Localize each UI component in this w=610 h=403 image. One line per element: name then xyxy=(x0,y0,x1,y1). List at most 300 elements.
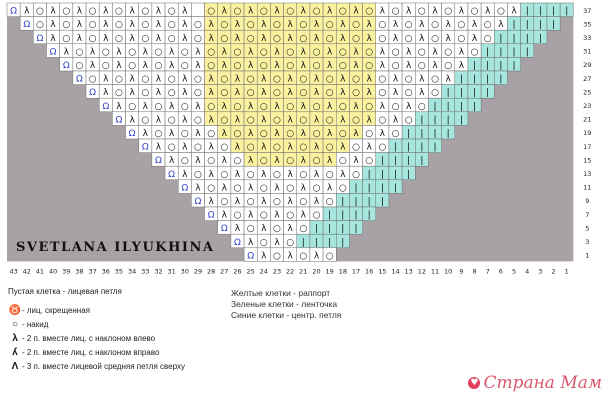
chart-symbol: ○ xyxy=(220,197,229,208)
chart-symbol: λ xyxy=(129,115,135,126)
chart-symbol: Ω xyxy=(220,224,228,235)
chart-symbol: ○ xyxy=(299,88,308,99)
chart-symbol: | xyxy=(473,101,477,112)
chart-symbol: ○ xyxy=(36,6,44,17)
chart-symbol: ○ xyxy=(259,237,268,248)
chart-symbol: ○ xyxy=(207,6,216,17)
chart-symbol: | xyxy=(328,210,332,221)
chart-symbol: | xyxy=(380,156,384,167)
chart-symbol: ○ xyxy=(88,33,97,44)
chart-symbol: λ xyxy=(221,101,227,112)
chart-symbol: | xyxy=(354,197,358,208)
chart-symbol: | xyxy=(433,142,437,153)
chart-symbol: λ xyxy=(313,20,320,31)
chart-symbol: λ xyxy=(471,20,478,31)
chart-symbol: Ω xyxy=(181,183,189,194)
chart-symbol: λ xyxy=(168,61,175,72)
column-number: 23 xyxy=(272,267,282,276)
chart-symbol: λ xyxy=(287,88,293,99)
chart-symbol: λ xyxy=(195,47,201,58)
chart-symbol: ○ xyxy=(167,74,176,85)
chart-symbol: λ xyxy=(261,33,267,44)
chart-symbol: λ xyxy=(103,6,109,17)
chart-symbol: λ xyxy=(326,129,333,140)
column-number: 34 xyxy=(127,267,137,276)
chart-symbol: ○ xyxy=(444,6,453,17)
chart-symbol: λ xyxy=(274,47,280,58)
chart-symbol: λ xyxy=(76,6,83,17)
chart-symbol: Ω xyxy=(89,88,97,99)
chart-symbol: | xyxy=(486,88,490,99)
chart-symbol: ○ xyxy=(483,20,492,31)
chart-symbol: ○ xyxy=(299,142,308,153)
chart-symbol: ○ xyxy=(352,20,360,31)
chart-symbol: λ xyxy=(50,6,56,17)
chart-symbol: ○ xyxy=(312,183,321,194)
chart-symbol: λ xyxy=(340,115,346,126)
chart-symbol: λ xyxy=(89,61,96,72)
column-number: 26 xyxy=(233,267,242,276)
chart-symbol: λ xyxy=(300,61,306,72)
chart-symbol: λ xyxy=(208,115,214,126)
k2tog-left-icon: λ xyxy=(12,333,18,344)
chart-symbol: | xyxy=(393,142,398,153)
chart-symbol: ○ xyxy=(338,6,347,17)
chart-symbol: λ xyxy=(155,20,162,31)
chart-symbol: ○ xyxy=(220,20,229,31)
chart-symbol: | xyxy=(341,224,345,235)
chart-symbol: ○ xyxy=(444,47,453,58)
chart-symbol: ○ xyxy=(233,210,242,221)
column-number: 38 xyxy=(75,267,84,276)
chart-symbol: ○ xyxy=(246,197,255,208)
chart-symbol: λ xyxy=(353,129,359,140)
legend-k2tog-right-row xyxy=(8,347,159,358)
legend-empty-row xyxy=(8,287,122,296)
chart-symbol: ○ xyxy=(194,115,202,126)
chart-symbol: ○ xyxy=(378,33,387,44)
chart-symbol: ○ xyxy=(128,61,137,72)
chart-symbol: λ xyxy=(366,88,372,99)
chart-symbol: | xyxy=(380,169,384,180)
chart-symbol: λ xyxy=(103,74,109,85)
chart-symbol: ○ xyxy=(207,129,216,140)
chart-symbol: λ xyxy=(168,129,175,140)
chart-symbol: | xyxy=(525,20,529,31)
column-number: 27 xyxy=(220,267,229,276)
chart-symbol: λ xyxy=(366,115,372,126)
chart-symbol: λ xyxy=(340,88,346,99)
row-number: 11 xyxy=(583,183,592,192)
chart-symbol: ○ xyxy=(62,33,71,44)
chart-symbol: ○ xyxy=(154,101,163,112)
column-number: 31 xyxy=(167,267,176,276)
chart-symbol: ○ xyxy=(352,88,360,99)
chart-symbol: λ xyxy=(234,169,241,180)
column-number: 9 xyxy=(459,267,464,276)
chart-symbol: λ xyxy=(326,156,333,167)
row-number: 37 xyxy=(583,6,592,15)
chart-symbol: ○ xyxy=(417,61,426,72)
chart-symbol: | xyxy=(459,74,463,85)
chart-symbol: ○ xyxy=(233,129,242,140)
chart-symbol: ○ xyxy=(286,6,295,17)
chart-symbol: ○ xyxy=(273,88,281,99)
chart-symbol: λ xyxy=(406,47,412,58)
chart-symbol: ○ xyxy=(325,251,334,262)
chart-symbol: λ xyxy=(313,115,320,126)
chart-symbol: ○ xyxy=(180,61,189,72)
chart-symbol: ○ xyxy=(470,6,479,17)
k2tog-right-icon: λ xyxy=(12,347,18,358)
column-number: 42 xyxy=(22,267,31,276)
chart-symbol: λ xyxy=(116,61,122,72)
chart-symbol: ○ xyxy=(299,197,308,208)
row-number: 3 xyxy=(585,237,590,246)
chart-symbol: Ω xyxy=(128,129,136,140)
row-number: 15 xyxy=(583,156,592,165)
chart-symbol: ○ xyxy=(299,74,308,85)
chart-symbol: ○ xyxy=(483,33,492,44)
chart-symbol: ○ xyxy=(365,129,374,140)
column-number: 43 xyxy=(9,267,18,276)
chart-symbol: ○ xyxy=(286,129,295,140)
chart-symbol: | xyxy=(433,129,437,140)
chart-symbol: ○ xyxy=(207,156,216,167)
chart-symbol: ○ xyxy=(36,20,44,31)
chart-symbol: ○ xyxy=(167,88,176,99)
chart-symbol: ○ xyxy=(194,142,202,153)
chart-symbol: | xyxy=(314,237,319,248)
chart-symbol: ○ xyxy=(273,20,281,31)
chart-symbol: Ω xyxy=(102,101,110,112)
column-number: 35 xyxy=(114,267,124,276)
chart-symbol: λ xyxy=(274,183,280,194)
chart-symbol: λ xyxy=(300,210,306,221)
chart-symbol: ○ xyxy=(431,74,439,85)
chart-symbol: λ xyxy=(142,129,148,140)
chart-symbol: | xyxy=(354,210,358,221)
legend xyxy=(8,287,228,397)
chart-symbol: ○ xyxy=(338,47,347,58)
chart-symbol: ○ xyxy=(194,33,202,44)
chart-symbol: ○ xyxy=(154,47,163,58)
chart-symbol: λ xyxy=(392,20,399,31)
chart-symbol: ○ xyxy=(325,169,334,180)
chart-symbol: λ xyxy=(379,61,386,72)
chart-symbol: ○ xyxy=(194,74,202,85)
chart-symbol: ○ xyxy=(246,142,255,153)
chart-symbol: λ xyxy=(247,129,254,140)
chart-symbol: ○ xyxy=(154,61,163,72)
chart-symbol: | xyxy=(525,33,529,44)
chart-symbol: λ xyxy=(234,224,241,235)
chart-symbol: ○ xyxy=(75,61,84,72)
chart-symbol: ○ xyxy=(352,169,360,180)
chart-symbol: ○ xyxy=(101,61,110,72)
chart-symbol: λ xyxy=(313,197,320,208)
column-number: 11 xyxy=(430,267,440,276)
chart-symbol: ○ xyxy=(154,129,163,140)
column-number: 13 xyxy=(404,267,413,276)
chart-symbol: ○ xyxy=(259,61,268,72)
chart-symbol: | xyxy=(367,210,371,221)
chart-symbol: ○ xyxy=(365,6,374,17)
chart-symbol: | xyxy=(433,115,437,126)
chart-symbol: λ xyxy=(300,6,306,17)
chart-symbol: ○ xyxy=(404,20,413,31)
chart-symbol: λ xyxy=(353,6,359,17)
chart-symbol: λ xyxy=(471,33,478,44)
chart-symbol: λ xyxy=(129,88,135,99)
chart-symbol: | xyxy=(354,183,358,194)
chart-symbol: Ω xyxy=(155,156,162,167)
chart-symbol: λ xyxy=(221,156,227,167)
row-number: 25 xyxy=(583,88,592,97)
chart-symbol: ○ xyxy=(273,251,281,262)
chart-symbol: | xyxy=(354,224,358,235)
chart-symbol: ○ xyxy=(246,224,255,235)
column-number: 4 xyxy=(525,267,530,276)
chart-symbol: ○ xyxy=(128,101,137,112)
row-number: 23 xyxy=(583,101,592,110)
chart-symbol: ○ xyxy=(312,210,321,221)
chart-symbol: λ xyxy=(221,129,227,140)
chart-symbol: λ xyxy=(208,142,214,153)
chart-symbol: λ xyxy=(221,183,227,194)
chart-symbol: λ xyxy=(379,101,386,112)
chart-symbol: ○ xyxy=(88,74,97,85)
chart-symbol: Ω xyxy=(62,61,70,72)
chart-symbol: | xyxy=(341,237,345,248)
chart-symbol: ○ xyxy=(207,47,216,58)
row-number: 21 xyxy=(583,115,592,124)
legend-yarnover-row xyxy=(8,319,48,330)
chart-symbol: ○ xyxy=(220,88,229,99)
chart-cell xyxy=(191,3,204,17)
chart-symbol: λ xyxy=(116,101,122,112)
chart-symbol: ○ xyxy=(141,115,150,126)
chart-symbol: λ xyxy=(353,61,359,72)
chart-symbol: ○ xyxy=(299,224,308,235)
chart-symbol: ○ xyxy=(352,142,360,153)
column-number: 32 xyxy=(154,267,163,276)
chart-symbol: ○ xyxy=(312,6,321,17)
chart-symbol: λ xyxy=(261,20,267,31)
chart-symbol: λ xyxy=(261,169,267,180)
chart-symbol: ○ xyxy=(233,156,242,167)
chart-symbol: | xyxy=(512,20,516,31)
chart-symbol: ○ xyxy=(325,74,334,85)
chart-symbol: λ xyxy=(155,74,162,85)
chart-symbol: λ xyxy=(261,115,267,126)
chart-symbol: | xyxy=(301,237,305,248)
chart-symbol: λ xyxy=(129,20,135,31)
chart-symbol: | xyxy=(393,183,398,194)
chart-symbol: λ xyxy=(142,61,148,72)
chart-symbol: λ xyxy=(340,142,346,153)
chart-symbol: | xyxy=(512,33,516,44)
chart-symbol: λ xyxy=(195,101,201,112)
chart-symbol: ○ xyxy=(259,210,268,221)
chart-symbol: ○ xyxy=(325,142,334,153)
chart-symbol: Ω xyxy=(194,197,202,208)
chart-symbol: ○ xyxy=(378,142,387,153)
chart-symbol: λ xyxy=(366,74,372,85)
chart-symbol: ○ xyxy=(273,74,281,85)
chart-symbol: | xyxy=(473,74,477,85)
chart-symbol: | xyxy=(420,129,424,140)
column-number: 33 xyxy=(141,267,150,276)
chart-symbol: ○ xyxy=(299,33,308,44)
chart-symbol: λ xyxy=(155,142,162,153)
row-number: 7 xyxy=(585,210,590,219)
chart-symbol: ○ xyxy=(312,61,321,72)
watermark xyxy=(468,373,602,393)
color-notes xyxy=(231,288,341,321)
chart-symbol: λ xyxy=(234,74,241,85)
chart-symbol: ○ xyxy=(404,33,413,44)
chart-symbol: | xyxy=(565,6,569,17)
chart-symbol: λ xyxy=(379,129,386,140)
yarnover-icon: ○ xyxy=(11,319,19,330)
chart-symbol: ○ xyxy=(417,47,426,58)
chart-symbol: λ xyxy=(261,142,267,153)
chart-symbol: ○ xyxy=(365,61,374,72)
watermark-logo-icon: ♥ xyxy=(470,378,479,388)
chart-symbol: λ xyxy=(103,88,109,99)
chart-symbol: ○ xyxy=(286,183,295,194)
chart-symbol: Ω xyxy=(23,20,31,31)
chart-symbol: λ xyxy=(261,88,267,99)
chart-symbol: λ xyxy=(195,183,201,194)
column-number: 29 xyxy=(193,267,203,276)
chart-symbol: λ xyxy=(182,169,188,180)
chart-symbol: λ xyxy=(340,20,346,31)
chart-symbol: λ xyxy=(419,33,425,44)
chart-symbol: λ xyxy=(326,47,333,58)
chart-symbol: λ xyxy=(300,156,306,167)
chart-symbol: ○ xyxy=(338,183,347,194)
chart-symbol: λ xyxy=(247,156,254,167)
chart-symbol: ○ xyxy=(207,101,216,112)
chart-symbol: ○ xyxy=(180,101,189,112)
chart-symbol: ○ xyxy=(115,20,123,31)
chart-symbol: λ xyxy=(247,210,254,221)
chart-symbol: | xyxy=(446,115,450,126)
chart-symbol: | xyxy=(446,88,450,99)
chart-symbol: λ xyxy=(458,61,465,72)
chart-symbol: λ xyxy=(247,6,254,17)
row-number: 33 xyxy=(583,33,592,42)
chart-symbol: ○ xyxy=(259,129,268,140)
chart-symbol: ○ xyxy=(62,20,71,31)
column-number: 3 xyxy=(538,267,543,276)
chart-symbol: λ xyxy=(195,129,201,140)
chart-symbol: Ω xyxy=(36,33,44,44)
chart-symbol: ○ xyxy=(233,183,242,194)
chart-symbol: | xyxy=(367,183,371,194)
row-number: 31 xyxy=(583,47,592,56)
chart-symbol: λ xyxy=(274,237,280,248)
chart-symbol: ○ xyxy=(273,197,281,208)
row-number: 27 xyxy=(583,74,592,83)
chart-symbol: ○ xyxy=(312,156,321,167)
watermark-text: Страна Мам xyxy=(483,373,602,393)
chart-symbol: λ xyxy=(274,156,280,167)
chart-symbol: ○ xyxy=(457,33,466,44)
chart-symbol: λ xyxy=(432,61,438,72)
chart-symbol: λ xyxy=(116,47,122,58)
column-number: 10 xyxy=(444,267,453,276)
chart-symbol: λ xyxy=(366,20,372,31)
chart-symbol: ○ xyxy=(194,20,202,31)
row-number: 5 xyxy=(585,224,590,233)
chart-symbol: ○ xyxy=(115,33,123,44)
chart-symbol: λ xyxy=(76,20,83,31)
chart-symbol: λ xyxy=(287,20,293,31)
chart-symbol: λ xyxy=(155,115,162,126)
chart-symbol: λ xyxy=(50,33,56,44)
chart-symbol: ○ xyxy=(75,47,84,58)
chart-symbol: | xyxy=(328,224,332,235)
chart-symbol: λ xyxy=(445,20,451,31)
chart-symbol: λ xyxy=(208,197,214,208)
chart-symbol: λ xyxy=(247,47,254,58)
chart-symbol: λ xyxy=(432,47,438,58)
chart-symbol: | xyxy=(367,197,371,208)
chart-symbol: Ω xyxy=(247,251,255,262)
chart-symbol: | xyxy=(512,47,516,58)
chart-symbol: λ xyxy=(326,183,333,194)
legend-k2tog-right-label: - 2 п. вместе лиц. с наклоном вправо xyxy=(22,348,160,357)
chart-symbol: λ xyxy=(326,101,333,112)
chart-symbol: | xyxy=(486,74,490,85)
chart-symbol: | xyxy=(459,88,463,99)
chart-symbol: ○ xyxy=(325,197,334,208)
chart-symbol: λ xyxy=(419,74,425,85)
chart-symbol: λ xyxy=(182,74,188,85)
chart-symbol: λ xyxy=(406,61,412,72)
chart-symbol: | xyxy=(499,33,503,44)
chart-symbol: ○ xyxy=(444,61,453,72)
chart-symbol: ○ xyxy=(352,74,360,85)
chart-symbol: ○ xyxy=(391,61,400,72)
chart-symbol: λ xyxy=(195,61,201,72)
chart-symbol: λ xyxy=(511,6,517,17)
chart-symbol: λ xyxy=(63,47,69,58)
chart-symbol: ○ xyxy=(194,169,202,180)
chart-symbol: ○ xyxy=(325,88,334,99)
chart-symbol: ○ xyxy=(299,20,308,31)
chart-symbol: ○ xyxy=(180,156,189,167)
chart-symbol: λ xyxy=(326,6,333,17)
chart-symbol: ○ xyxy=(286,61,295,72)
chart-symbol: | xyxy=(446,129,450,140)
chart-symbol: ○ xyxy=(286,101,295,112)
chart-symbol: ○ xyxy=(246,74,255,85)
chart-symbol: | xyxy=(552,6,556,17)
chart-symbol: | xyxy=(499,61,503,72)
column-number: 19 xyxy=(325,267,334,276)
chart-symbol: λ xyxy=(155,6,162,17)
chart-symbol: | xyxy=(407,142,411,153)
chart-symbol: λ xyxy=(274,61,280,72)
chart-symbol: λ xyxy=(287,251,293,262)
chart-symbol: ○ xyxy=(233,101,242,112)
chart-symbol: ○ xyxy=(180,129,189,140)
chart-symbol: | xyxy=(459,115,463,126)
